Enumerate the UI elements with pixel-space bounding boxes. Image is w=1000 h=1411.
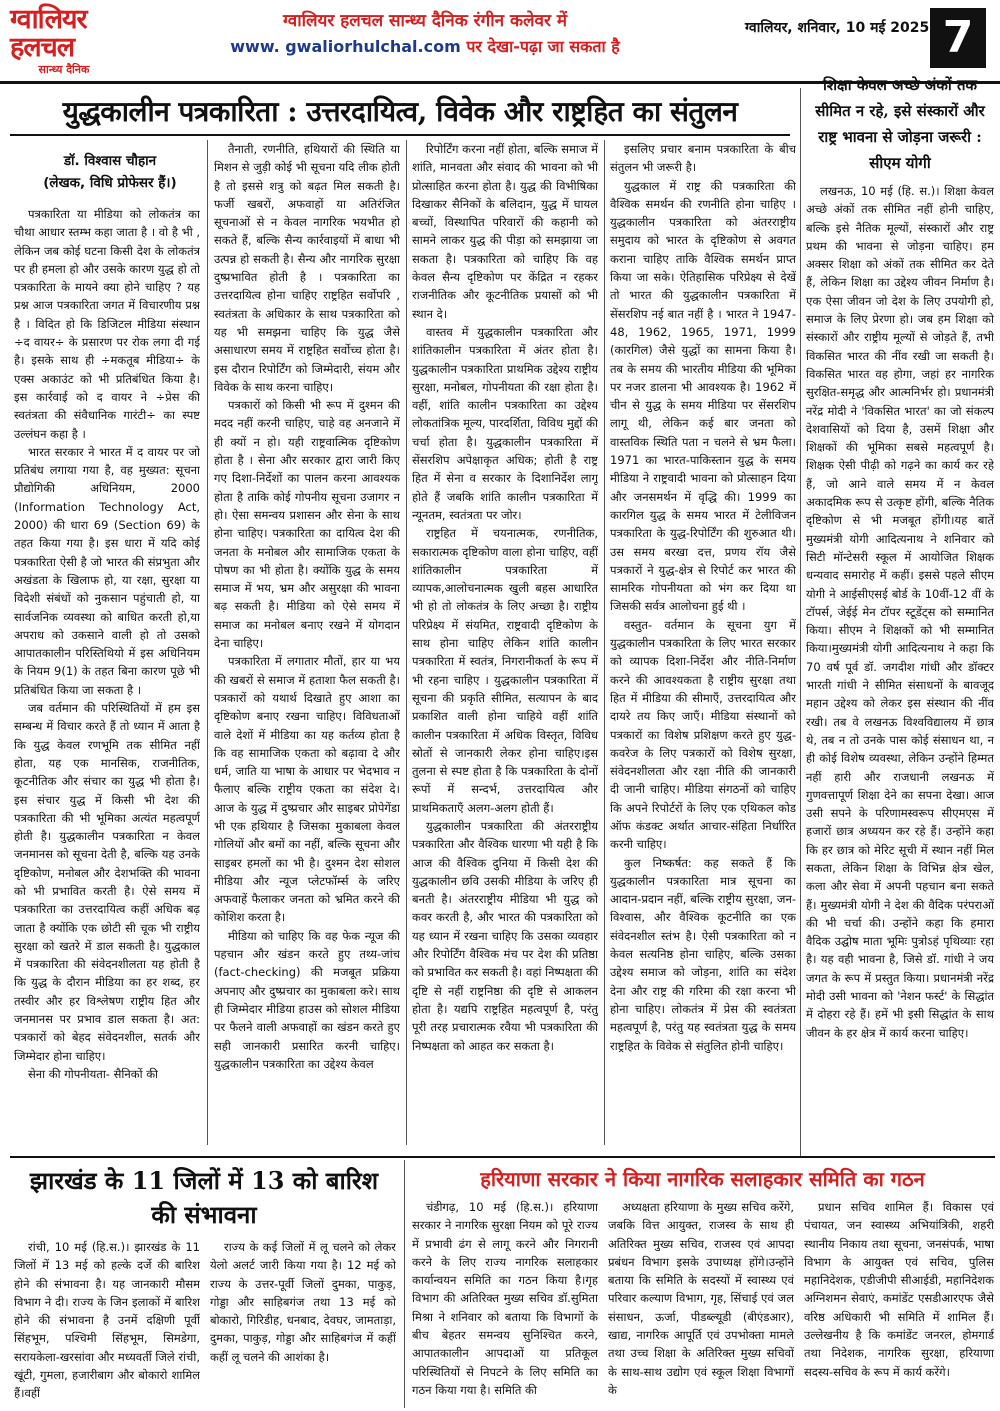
lead-col3-para1: रिपोर्टिंग करना नहीं होता, बल्कि समाज में शांति, मानवता और संवाद की भावना को भी प्रोत्साहित करना होता है। युद्ध की विभीषिका दिखाकर सैनिकों के बलिदान, युद्ध में घायल बच्चों, विस्थापित परिवारों की कहानी को सामने लाकर युद्ध की पीड़ा को समझाया जा सकता है। पत्रकारिता को चाहिए कि वह केवल सैन्य दृष्टिकोण पर केंद्रित न रहकर राजनीतिक और कूटनीतिक प्रयासों को भी स्थान दे।	[412, 142, 598, 321]
haryana-col1-para: चंडीगढ़, 10 मई (हि.स.)। हरियाणा सरकार ने नागरिक सुरक्षा नियम को पूरे राज्य में प्रभावी ढंग से लागू करने और निगरानी करने के लिए राज्य नागरिक सलाहकार कार्यान्वयन समिति का गठन किया है।गृह विभाग की अतिरिक्त मुख्य सचिव डॉ.सुमिता मिश्रा ने शनिवार को बताया कि विभागों के बीच बेहतर समन्वय सुनिश्चित करने, आपातकालीन आपदाओं या प्रतिकूल परिस्थितियों से निपटने के लिए समिति का गठन किया गया है। समिति की	[412, 1200, 598, 1397]
jharkhand-column-2	[210, 1238, 396, 1408]
promo-line-2-tail: पर देखा-पढ़ा जा सकता है	[460, 37, 620, 56]
lead-col4-para1: इसलिए प्रचार बनाम पत्रकारिता के बीच संतुलन भी जरूरी है।	[610, 142, 796, 175]
logo-line-2: हलचल	[10, 32, 75, 63]
column-divider	[404, 1160, 405, 1408]
lead-col3-para2: वास्तव में युद्धकालीन पत्रकारिता और शांतिकालीन पत्रकारिता में अंतर होता है। युद्धकालीन पत्रकारिता प्राथमिक उद्देश्य राष्ट्रीय सुरक्षा, मनोबल, गोपनीयता की रक्षा होता है। वहीं, शांति कालीन पत्रकारिता का उद्देश्य लोकतांत्रिक मूल्य, पारदर्शिता, विविध मुद्दों की चर्चा होता है। युद्धकालीन पत्रकारिता में सेंसरशिप अपेक्षाकृत अधिक; होती है राष्ट्र हित में सेना व सरकार के दिशानिर्देश लागू होते हैं जबकि शांति कालीन पत्रकारिता में न्यूनतम, स्वतंत्रता पर जोर।	[412, 324, 598, 522]
column-divider	[800, 88, 801, 1158]
lead-col4-para3: वस्तुत- वर्तमान के सूचना युग में युद्धकालीन पत्रकारिता के लिए भारत सरकार को व्यापक दिशा-निर्देश और नीति-निर्माण करने की आवश्यकता है राष्ट्रीय सुरक्षा तथा हित में मीडिया की सीमाएँ, उत्तरदायित्व और दायरे तय किए जाएँ। मीडिया संस्थानों को पत्रकारों का विशेष प्रशिक्षण करते हुए युद्ध-कवरेज के लिए पत्रकारों को विशेष सुरक्षा, संवेदनशीलता और रक्षा नीति की जानकारी दी जानी चाहिए। मीडिया संगठनों को चाहिए कि अपने रिपोर्टरों के लिए एक एथिकल कोड ऑफ कंडक्ट अर्थात आचार-संहिता निर्धारित करनी चाहिए।	[610, 617, 796, 852]
author-name: डॉ. विश्वास चौहान	[63, 153, 157, 169]
promo-line-1: ग्वालियर हलचल सान्ध्य दैनिक रंगीन कलेवर में	[282, 11, 568, 31]
logo-line-3: सान्ध्य दैनिक	[38, 63, 90, 76]
lead-col1-para1: पत्रकारिता या मीडिया को लोकतंत्र का चौथा आधार स्तम्भ कहा जाता है । वो है भी , लेकिन जब कोई घटना किसी देश के लोकतंत्र पर ही हमला हो और उसके कारण युद्ध हो तो पत्रकारिता के मायने क्या होने चाहिए ? यह प्रश्न आज पत्रकारिता जगत में विचारणीय प्रश्न है । विदित हो कि डिजिटल मीडिया संस्थान ÷द वायर÷ के प्रसारण पर रोक लगा दी गई है। इसके साथ ही ÷मकतूब मीडिया÷ के एक्स अकाउंट को भी प्रतिबंधित किया है। इस कार्रवाई को द वायर ने ÷प्रेस की स्वतंत्रता की संवैधानिक गारंटी÷ का स्पष्ट उल्लंघन कहा है ।	[14, 207, 200, 441]
author-role: (लेखक, विधि प्रोफेसर हैं।)	[43, 175, 177, 191]
lead-column-3	[412, 140, 598, 1145]
lead-column-1	[14, 205, 200, 1145]
dateline: ग्वालियर, शनिवार, 10 मई 2025	[745, 20, 930, 36]
lead-col3-para3: राष्ट्रहित में चयनात्मक, रणनीतिक, सकारात्मक दृष्टिकोण वाला होना चाहिए, वहीं शांतिकालीन पत्रकारिता में व्यापक,आलोचनात्मक खुली बहस आधारित भी हो तो लोकतंत्र के लिए अच्छा है। राष्ट्रीय परिप्रेक्ष्य में संयमित, राष्ट्रवादी दृष्टिकोण के साथ होना चाहिए लेकिन शांति कालीन पत्रकारिता में स्वतंत्र, निगरानीकर्ता के रूप में भी रहना चाहिए । युद्धकालीन पत्रकारिता में सूचना की प्रकृति सीमित, सत्यापन के बाद प्रकाशित वाली होना चाहिये वहीं शांति कालीन पत्रकारिता में अधिक विस्तृत, विविध स्रोतों से जानकारी लेकर होना चाहिए।इस तुलना से स्पष्ट होता है कि पत्रकारिता के दोनों रूपों में सन्दर्भ, उत्तरदायित्व और प्राथमिकताएँ अलग-अलग होती हैं।	[412, 526, 598, 815]
lead-column-4	[610, 140, 796, 1145]
side-story-para: लखनऊ, 10 मई (हि. स.)। शिक्षा केवल अच्छे अंकों तक सीमित नहीं होनी चाहिए, बल्कि इसे नैतिक मूल्यों, संस्कारों और राष्ट्र प्रथम की भावना से जोड़ना चाहिए। हम अक्सर शिक्षा को अंकों तक सीमित कर देते हैं, लेकिन शिक्षा का उद्देश्य जीवन निर्माण है। एक ऐसा जीवन जो देश के लिए उपयोगी हो, समाज के लिए प्रेरणा हो। जब हम शिक्षा को संस्कारों और राष्ट्रीय मूल्यों से जोड़ते हैं, तभी विकसित भारत की नींव रखी जा सकती है। विकसित भारत वह होगा, जहां हर नागरिक सुरक्षित-समृद्ध और आत्मनिर्भर हो। प्रधानमंत्री नरेंद्र मोदी ने 'विकसित भारत' का जो संकल्प देशवासियों को दिया है, उसमें शिक्षा और शिक्षकों की भूमिका सबसे महत्वपूर्ण है। शिक्षक ऐसी पीढ़ी को गढ़ने का कार्य कर रहे हैं, जो आने वाले समय में न केवल अकादमिक रूप से उत्कृष्ट होंगी, बल्कि नैतिक दृष्टिकोण से भी मजबूत होंगी।यह बातें मुख्यमंत्री योगी आदित्यनाथ ने शनिवार को सिटी मॉन्टेसरी स्कूल में आयोजित शिक्षक धन्यवाद समारोह में कहीं। इससे पहले सीएम योगी ने आईसीएसई बोर्ड के 10वीं-12 वीं के टॉपर्स, जेईई मेन टॉपर स्टूडेंट्स को सम्मानित किया। सीएम ने शिक्षकों को भी सम्मानित किया।मुख्यमंत्री योगी आदित्यनाथ ने कहा कि 70 वर्ष पूर्व डॉ. जगदीश गांधी और डॉक्टर भारती गांधी ने सीमित संसाधनों के बावजूद महान उद्देश्य को लेकर इस संस्थान की नींव रखी। तब वे लखनऊ विश्वविद्यालय में छात्र थे, तब न तो उनके पास कोई संसाधन था, न ही कोई विशेष व्यवस्था, लेकिन उन्होंने हिम्मत नहीं हारी और राजधानी लखनऊ में गुणवत्तापूर्ण शिक्षा देने का सपना देखा। आज उसी सपने के परिणामस्वरूप सीएमएस में हजारों छात्र अध्ययन कर रहे हैं। उन्होंने कहा कि हर छात्र को मेरिट सूची में स्थान नहीं मिल सकता, लेकिन शिक्षा के विभिन्न क्षेत्र खेल, कला और सेवा में अपनी पहचान बना सकते हैं। मुख्यमंत्री योगी ने देश की वैदिक परंपराओं की भी चर्चा की। उन्होंने कहा कि हमारा वैदिक उद्घोष माता भूमिः पुत्रोऽहं पृथिव्याः रहा है। यह वही भावना है, जिसे डॉ. गांधी ने जय जगत के रूप में प्रस्तुत किया। प्रधानमंत्री नरेंद्र मोदी उसी भावना को 'नेशन फर्स्ट' के सिद्धांत में दोहरा रहे हैं। हमें भी इसी सिद्धांत के साथ जीवन के हर क्षेत्र में कार्य करना चाहिए।	[806, 184, 994, 1040]
lead-col2-para2: पत्रकारों को किसी भी रूप में दुश्मन की मदद नहीं करनी चाहिए, चाहे वह अनजाने में ही क्यों न हो। यही राष्ट्रवात्मिक दृष्टिकोण होता है । सेना और सरकार द्वारा जारी किए गए दिशा-निर्देशों का पालन करना आवश्यक होता है ताकि कोई गोपनीय सूचना उजागर न हो। ऐसा समन्वय प्रशासन और सेना के साथ होना चाहिए। पत्रकारिता का दायित्व देश की जनता के मनोबल और सामाजिक एकता के पोषण का भी होता है। क्योंकि युद्ध के समय समाज में भय, भ्रम और असुरक्षा की भावना बढ़ सकती है। मीडिया को ऐसे समय में समाज का मनोबल बनाए रखने में योगदान देना चाहिए।	[214, 398, 400, 651]
column-divider	[207, 140, 208, 1145]
byline	[20, 150, 200, 194]
lead-column-2	[214, 140, 400, 1145]
jharkhand-column-1	[14, 1238, 200, 1408]
jharkhand-col2-para: राज्य के कई जिलों में लू चलने को लेकर येलो अलर्ट जारी किया गया है। 12 मई को राज्य के उत्तर-पूर्वी जिलों दुमका, पाकुड़, गोड्डा और साहिबगंज तथा 13 मई को बोकारो, गिरिडीह, धनबाद, देवघर, जामताड़ा, दुमका, पाकुड़, गोड्डा और साहिबगंज में कहीं कहीं लू चलने की आशंका है।	[210, 1240, 396, 1364]
promo-banner	[165, 8, 685, 57]
haryana-headline: हरियाणा सरकार ने किया नागरिक सलाहकार समिति का गठन	[480, 1167, 925, 1191]
section-divider	[10, 1156, 995, 1158]
lead-col1-para3: जब वर्तमान की परिस्थितियों में हम इस सम्बन्ध में विचार करते हैं तो ध्यान में आता है कि युद्ध केवल रणभूमि तक सीमित नहीं होता, यह एक मानसिक, राजनीतिक, कूटनीतिक और संचार का युद्ध भी होता है। इस संचार युद्ध में किसी भी देश की पत्रकारिता की भी भूमिका अत्यंत महत्वपूर्ण होती है। युद्धकालीन पत्रकारिता न केवल जनमानस को सूचना देती है, बल्कि यह उनके दृष्टिकोण, मनोबल और देशभक्ति की भावना को भी प्रभावित करती है। ऐसे समय में पत्रकारिता का उत्तरदायित्व कहीं अधिक बढ़ जाता है क्योंकि एक छोटी सी चूक भी राष्ट्रीय सुरक्षा को खतरे में डाल सकती है। युद्धकाल में पत्रकारिता की संवेदनशीलता यह होती है कि युद्ध के दौरान मीडिया का हर शब्द, हर तस्वीर और हर विश्लेषण राष्ट्रीय हित और जनमानस पर प्रभाव डाल सकता है। अत: पत्रकारों को बेहद संवेदनशील, सतर्क और जिम्मेदार होना चाहिए।	[14, 701, 200, 1063]
column-divider	[406, 140, 407, 1145]
lead-col4-para2: युद्धकाल में राष्ट्र की पत्रकारिता की वैश्विक समर्थन की रणनीति होना चाहिए । युद्धकालीन पत्रकारिता को अंतरराष्ट्रीय समुदाय को भारत के दृष्टिकोण से अवगत कराना चाहिए ताकि वैश्विक समर्थन प्राप्त किया जा सके। ऐतिहासिक परिप्रेक्ष्य से देखें तो भारत की युद्धकालीन पत्रकारिता में सेंसरशिप नई बात नहीं है । भारत ने 1947-48, 1962, 1965, 1971, 1999 (कारगिल) जैसे युद्धों का सामना किया है। तब के समय की भारतीय मीडिया की भूमिका पर नजर डालना भी आवश्यक है। 1962 में चीन से युद्ध के समय मीडिया पर सेंसरशिप लागू थी, लेकिन कई बार जनता को वास्तविक स्थिति पता न चलने से भ्रम फैला। 1971 का भारत-पाकिस्तान युद्ध के समय मीडिया ने राष्ट्रवादी भावना को प्रोत्साहन दिया और जनसमर्थन में वृद्धि की। 1999 का कारगिल युद्ध के समय भारत में टेलीविजन पत्रकारिता के युद्ध-रिपोर्टिंग की शुरुआत थी। उस समय बरखा दत्त, प्रणय रॉय जैसे पत्रकारों ने युद्ध-क्षेत्र से रिपोर्ट कर भारत की सामरिक गोपनीयता को भंग कर दिया था जिसकी सर्वत्र आलोचना हुई थी ।	[610, 178, 796, 614]
haryana-col2-para: अध्यक्षता हरियाणा के मुख्य सचिव करेंगे, जबकि वित्त आयुक्त, राजस्व के साथ ही अतिरिक्त मुख्य सचिव, राजस्व एवं आपदा प्रबंधन विभाग इसके उपाध्यक्ष होंगे।उन्होंने बताया कि समिति के सदस्यों में स्वास्थ्य एवं परिवार कल्याण विभाग, गृह, सिंचाई एवं जल संसाधन, ऊर्जा, पीडब्ल्यूडी (बीएंडआर), खाद्य, नागरिक आपूर्ति एवं उपभोक्ता मामले तथा उच्च शिक्षा के अतिरिक्त मुख्य सचिवों के साथ-साथ उद्योग एवं स्कूल शिक्षा विभागों के	[608, 1200, 794, 1397]
lead-col1-para4: सेना की गोपनीयता- सैनिकों की	[28, 1066, 159, 1081]
lead-col2-para3: पत्रकारिता में लगातार मौतों, हार या भय की खबरों से समाज में हताशा फैल सकती है। पत्रकारों को यथार्थ दिखाते हुए आशा का दृष्टिकोण बनाए रखना चाहिए। विविधताओं वाले देशों में मीडिया का यह कर्तव्य होता है कि वह सामाजिक एकता को बढ़ावा दे और धर्म, जाति या भाषा के आधार पर भेदभाव न फैलाए बल्कि राष्ट्रीय एकता का संदेश दे। आज के युद्ध में दुष्प्रचार और साइबर प्रोपेगेंडा भी एक हथियार है जिसका मुकाबला केवल गोलियों और बमों का नहीं, बल्कि सूचना और साइबर हमलों का भी है। दुश्मन देश सोशल मीडिया और न्यूज प्लेटफॉर्म्स के जरिए अफवाहें फैलाकर जनता को भ्रमित करने की कोशिश करता है।	[214, 654, 400, 925]
promo-line-2	[165, 35, 685, 57]
side-story-body	[806, 182, 994, 1150]
logo-line-1: ग्वालियर	[10, 4, 87, 35]
newspaper-logo	[10, 6, 160, 78]
column-divider	[604, 140, 605, 1145]
lead-col4-para4: कुल निष्कर्षत: कह सकते हैं कि युद्धकालीन पत्रकारिता मात्र सूचना का आदान-प्रदान नहीं, बल्कि राष्ट्रीय सुरक्षा, जन-विश्वास, और वैश्विक कूटनीति का एक संवेदनशील स्तंभ है। ऐसी पत्रकारिता को न केवल सत्यनिष्ठ होना चाहिए, बल्कि उसका उद्देश्य समाज को जोड़ना, शांति का संदेश देना और राष्ट्र की गरिमा की रक्षा करना भी होना चाहिए। लोकतंत्र में प्रेस की स्वतंत्रता महत्वपूर्ण है, परंतु यह स्वतंत्रता युद्ध के समय राष्ट्रहित के विवेक से संतुलित होनी चाहिए।	[610, 855, 796, 1053]
lead-col3-para4: युद्धकालीन पत्रकारिता की अंतरराष्ट्रीय पत्रकारिता और वैश्विक धारणा भी यही है कि आज की वैश्विक दुनिया में किसी देश की युद्धकालीन छवि उसकी मीडिया के जरिए ही बनती है। अंतरराष्ट्रीय मीडिया भी युद्ध को कवर करती है, और भारत की पत्रकारिता को यह ध्यान में रखना चाहिए कि उसका व्यवहार और रिपोर्टिंग वैश्विक मंच पर देश की प्रतिष्ठा को प्रभावित कर सकती है। वहां निष्पक्षता की दृष्टि से नहीं राष्ट्रनिष्ठा की दृष्टि से आकलन होता है। यद्यपि राष्ट्रहित महत्वपूर्ण है, परंतु पूरी तरह प्रचारात्मक रवैया भी पत्रकारिता की निष्पक्षता को आहत कर सकता है।	[412, 818, 598, 1053]
lead-col2-para4: मीडिया को चाहिए कि वह फेक न्यूज की पहचान और खंडन करते हुए तथ्य-जांच (fact-checking) की मजबूत प्रक्रिया अपनाए और दुष्प्रचार का मुकाबला करे। साथ ही जिम्मेदार मीडिया हाउस को सोशल मीडिया पर फैलने वाली अफवाहों का खंडन करते हुए सही जानकारी प्रसारित करनी चाहिए। युद्धकालीन पत्रकारिता का उद्देश्य केवल	[214, 928, 400, 1071]
side-headline: शिक्षा केवल अच्छे अंकों तक सीमित न रहे, इसे संस्कारों और राष्ट्र भावना से जोड़ना जरूरी : सीएम योगी	[815, 76, 985, 172]
promo-url[interactable]: www. gwaliorhulchal.com	[230, 37, 461, 56]
jharkhand-col1-para: रांची, 10 मई (हि.स.)। झारखंड के 11 जिलों में 13 मई को हल्के दर्जे की बारिश होने की संभावना है। यह जानकारी मौसम विभाग ने दी। राज्य के जिन इलाकों में बारिश होने की संभावना है उनमें दक्षिणी पूर्वी सिंहभूम, पश्चिमी सिंहभूम, सिमडेगा, सरायकेला-खरसांवा और मध्यवर्ती जिले रांची, खूंटी, गुमला, हजारीबाग और बोकारो शामिल हैं।वहीं	[14, 1240, 200, 1401]
haryana-column-1	[412, 1198, 598, 1408]
lead-headline: युद्धकालीन पत्रकारिता : उत्तरदायित्व, विवेक और राष्ट्रहित का संतुलन	[10, 92, 790, 136]
haryana-column-2	[608, 1198, 794, 1408]
lead-col1-para2: भारत सरकार ने भारत में द वायर पर जो प्रतिबंध लगाया गया है, वह मुख्यत: सूचना प्रौद्योगिकी अधिनियम, 2000 (Information Technology Act, 2000) की धारा 69 (Section 69) के तहत किया गया है। इस धारा में यदि कोई पत्रकारिता ऐसी है जो भारत की संप्रभुता और अखंडता के खिलाफ हो, या रक्षा, सुरक्षा या विदेशी संबंधों को नुकसान पहुंचाती हो, या सार्वजनिक व्यवस्था को बाधित करती हो,या अपराध को उकसाने वाली हो तो उसको आपातकालीन परिस्तिथियो में इस अधिनियम के नियम 9(1) के तहत बिना कारण पूछे भी प्रतिबंधित किया जा सकता है ।	[14, 444, 200, 697]
haryana-col3-para: प्रधान सचिव शामिल हैं। विकास एवं पंचायत, जन स्वास्थ्य अभियांत्रिकी, शहरी स्थानीय निकाय तथा सूचना, जनसंपर्क, भाषा विभाग के आयुक्त एवं सचिव, पुलिस महानिदेशक, एडीजीपी सीआईडी, महानिदेशक अग्निशमन सेवाएं, कमांडेंट एसडीआरएफ जैसे वरिष्ठ अधिकारी भी समिति में शामिल हैं। उल्लेखनीय है कि कमांडेंट जनरल, होमगार्ड तथा निदेशक, नागरिक सुरक्षा, हरियाणा सदस्य-सचिव के रूप में कार्य करेंगे।	[804, 1200, 994, 1379]
page-number: 7	[930, 8, 986, 68]
haryana-column-3	[804, 1198, 994, 1408]
jharkhand-headline: झारखंड के 11 जिलों में 13 को बारिश की संभावना	[29, 1166, 379, 1229]
lead-col2-para1: तैनाती, रणनीति, हथियारों की स्थिति या मिशन से जुड़ी कोई भी सूचना यदि लीक होती है तो इससे शत्रु को बढ़त मिल सकती है। फर्जी खबरों, अफवाहों या अतिरंजित सूचनाओं से न केवल नागरिक भयभीत हो सकते हैं, बल्कि सैन्य कार्रवाइयों में बाधा भी उत्पन्न हो सकती है। सैन्य और नागरिक सुरक्षा दुष्प्रभावित होती है । पत्रकारिता का उत्तरदायित्व होना चाहिए राष्ट्रहित सर्वोपरि , स्वतंत्रता के अधिकार के साथ पत्रकारिता को यह भी समझना चाहिए कि युद्ध जैसे असाधारण समय में राष्ट्रहित सर्वोच्च होता है। इस दौरान रिपोर्टिंग को जिम्मेदारी, संयम और विवेक के साथ करना चाहिए।	[214, 142, 400, 394]
